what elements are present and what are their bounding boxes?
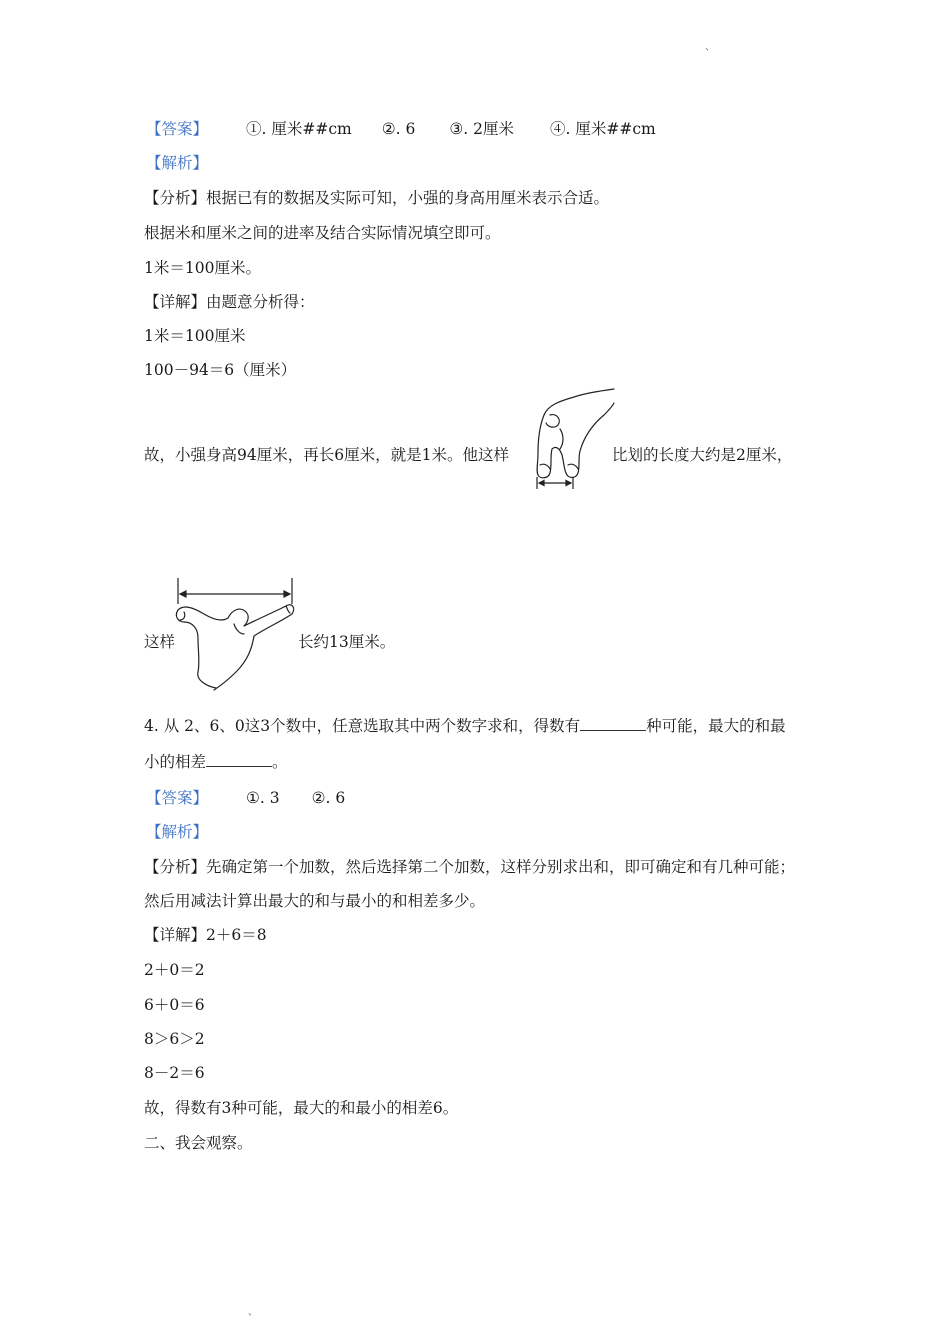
detail-line: 【详解】由题意分析得： — [144, 293, 315, 311]
conclusion-line-a: 故，小强身高94厘米，再长6厘米，就是1米。他这样 — [144, 446, 509, 464]
detail-line: 【详解】2＋6＝8 — [144, 926, 267, 944]
answer-2: ②. 6 — [311, 789, 346, 807]
analysis-tag: 【解析】 — [146, 154, 209, 172]
q4-text-a: 4. 从 2、6、0这3个数中，任意选取其中两个数字求和，得数有 — [144, 717, 581, 735]
q3-answer-row — [146, 119, 656, 139]
analysis-line: 【分析】先确定第一个加数，然后选择第二个加数，这样分别求出和，即可确定和有几种可能； — [144, 858, 796, 876]
analysis-tag: 【解析】 — [146, 823, 209, 841]
q4-text-c: 小的相差 — [144, 753, 207, 771]
detail-line: 6＋0＝6 — [144, 996, 205, 1014]
detail-line: 1米＝100厘米 — [144, 327, 246, 345]
analysis-line: 1米＝100厘米。 — [144, 259, 261, 277]
answer-1: ①. 厘米##cm — [246, 120, 352, 138]
analysis-line: 然后用减法计算出最大的和与最小的和相差多少。 — [144, 892, 486, 910]
page-mark-bottom: 、 — [248, 1307, 258, 1318]
q4-text-b: 种可能，最大的和最 — [646, 717, 786, 735]
section-heading: 二、我会观察。 — [144, 1134, 253, 1152]
answer-1: ①. 3 — [246, 789, 280, 807]
q4-text-d: 。 — [272, 753, 288, 771]
conclusion-line-c: 这样 — [144, 633, 176, 651]
page-mark-top: 、 — [705, 42, 715, 53]
detail-line: 8－2＝6 — [144, 1064, 205, 1082]
conclusion-line: 故，得数有3种可能，最大的和最小的相差6。 — [144, 1099, 459, 1117]
answer-tag: 【答案】 — [146, 120, 209, 138]
answer-blank[interactable] — [206, 752, 272, 767]
answer-2: ②. 6 — [381, 120, 416, 138]
q4-answer-row — [146, 788, 345, 808]
analysis-line: 【分析】根据已有的数据及实际可知，小强的身高用厘米表示合适。 — [144, 189, 610, 207]
q4-question-line-2 — [144, 752, 288, 772]
detail-line: 2＋0＝2 — [144, 961, 205, 979]
q4-question-line-1 — [144, 716, 786, 736]
hand-span-illustration — [174, 576, 298, 690]
conclusion-line-d: 长约13厘米。 — [298, 633, 396, 651]
conclusion-line-b: 比划的长度大约是2厘米， — [612, 446, 793, 464]
answer-blank[interactable] — [580, 716, 646, 731]
pinch-hand-illustration — [530, 385, 616, 491]
answer-tag: 【答案】 — [146, 789, 209, 807]
detail-line: 8＞6＞2 — [144, 1030, 205, 1048]
analysis-line: 根据米和厘米之间的进率及结合实际情况填空即可。 — [144, 224, 501, 242]
detail-line: 100－94＝6（厘米） — [144, 361, 297, 379]
answer-3: ③. 2厘米 — [449, 120, 514, 138]
answer-4: ④. 厘米##cm — [549, 120, 656, 138]
